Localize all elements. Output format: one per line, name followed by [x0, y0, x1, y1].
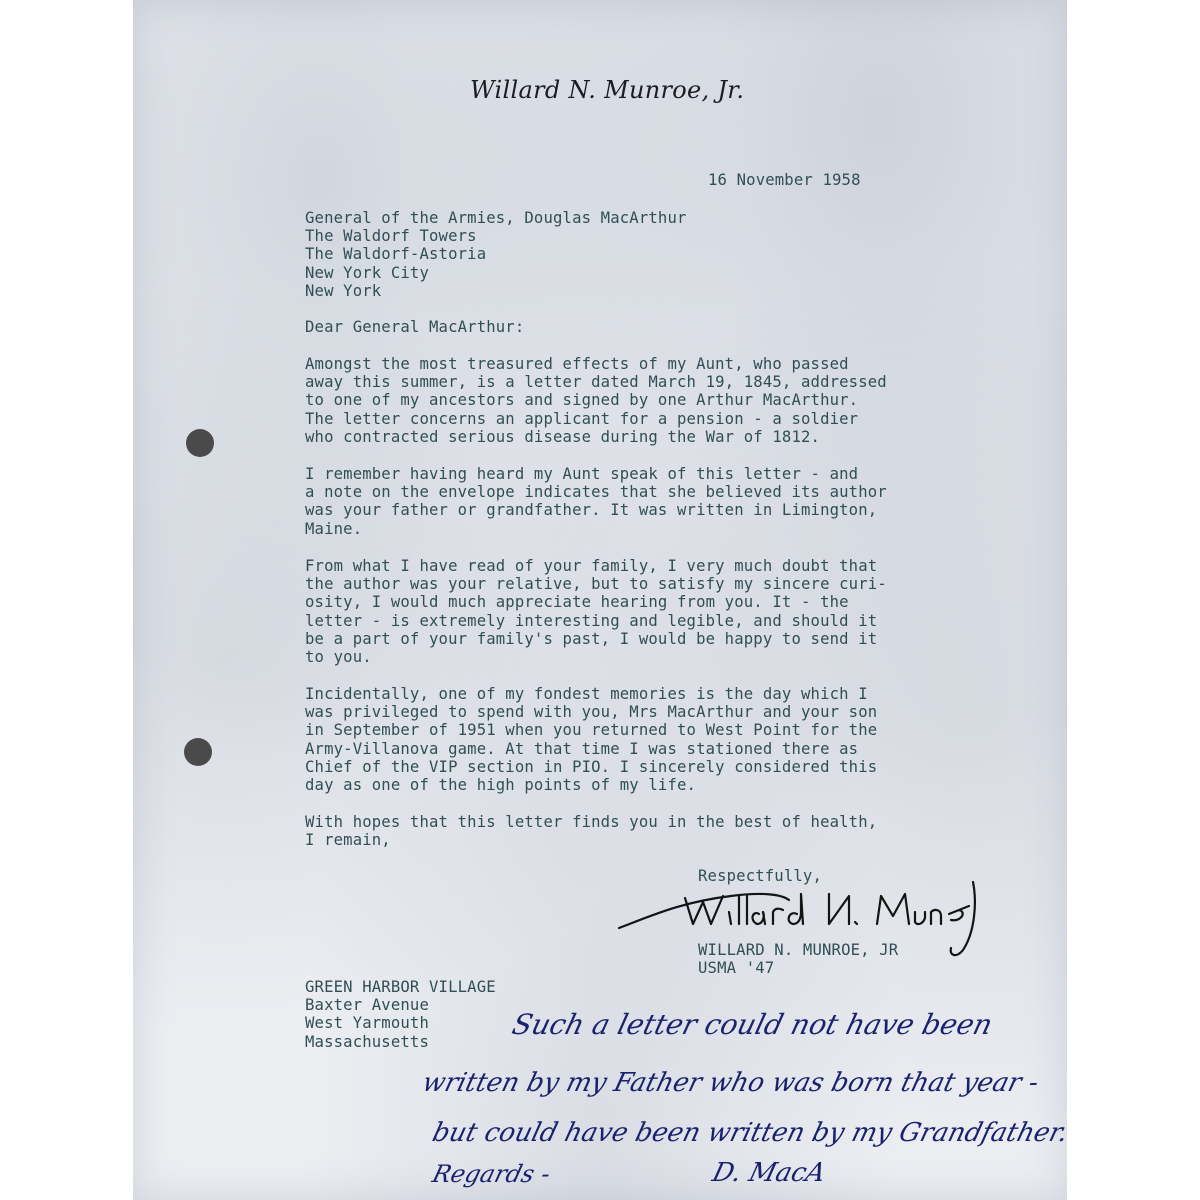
handwritten-line: but could have been written by my Grandfather.	[429, 1118, 1072, 1148]
body-line: I remember having heard my Aunt speak of this letter - and	[305, 465, 859, 483]
return-address-line: Baxter Avenue	[305, 996, 429, 1014]
recipient-line: New York City	[305, 264, 429, 282]
return-address-line: GREEN HARBOR VILLAGE	[305, 978, 496, 996]
body-line: From what I have read of your family, I very much doubt that	[305, 557, 878, 575]
body-line: was privileged to spend with you, Mrs MacArthur and your son	[305, 703, 878, 721]
body-line: away this summer, is a letter dated March 19, 1845, addressed	[305, 373, 887, 391]
signer-class: USMA '47	[698, 959, 775, 977]
body-line: to you.	[305, 648, 372, 666]
body-line: osity, I would much appreciate hearing from you. It - the	[305, 593, 849, 611]
signer-name: WILLARD N. MUNROE, JR	[698, 941, 899, 959]
return-address-line: West Yarmouth	[305, 1014, 429, 1032]
body-line: Amongst the most treasured effects of my Aunt, who passed	[305, 355, 849, 373]
body-line: letter - is extremely interesting and legible, and should it	[305, 612, 878, 630]
letterhead: Willard N. Munroe, Jr.	[470, 76, 745, 104]
recipient-line: The Waldorf Towers	[305, 227, 477, 245]
recipient-line: General of the Armies, Douglas MacArthur	[305, 209, 687, 227]
body-line: in September of 1951 when you returned to West Point for the	[305, 721, 878, 739]
letter-date: 16 November 1958	[708, 171, 861, 189]
body-line: With hopes that this letter finds you in the best of health,	[305, 813, 878, 831]
body-line: Army-Villanova game. At that time I was stationed there as	[305, 740, 859, 758]
return-address-line: Massachusetts	[305, 1033, 429, 1051]
handwritten-line: Such a letter could not have been	[508, 1008, 996, 1041]
body-line: The letter concerns an applicant for a pension - a soldier	[305, 410, 859, 428]
handwritten-line: written by my Father who was born that year -	[419, 1068, 1042, 1098]
body-line: be a part of your family's past, I would be happy to send it	[305, 630, 878, 648]
body-line: to one of my ancestors and signed by one Arthur MacArthur.	[305, 391, 859, 409]
closing: Respectfully,	[698, 867, 822, 885]
body-line: the author was your relative, but to satisfy my sincere curi-	[305, 575, 887, 593]
letter-page	[133, 0, 1072, 1200]
body-line: day as one of the high points of my life.	[305, 776, 697, 794]
handwritten-line: D. MacA	[709, 1158, 829, 1188]
body-line: Chief of the VIP section in PIO. I sincerely considered this	[305, 758, 878, 776]
punch-hole-top	[186, 429, 214, 457]
recipient-line: The Waldorf-Astoria	[305, 245, 487, 263]
body-line: a note on the envelope indicates that she believed its author	[305, 483, 887, 501]
handwritten-line: Regards -	[429, 1160, 554, 1188]
body-line: Maine.	[305, 520, 363, 538]
body-line: I remain,	[305, 831, 391, 849]
punch-hole-bottom	[184, 738, 212, 766]
body-line: Incidentally, one of my fondest memories is the day which I	[305, 685, 868, 703]
body-line: who contracted serious disease during the War of 1812.	[305, 428, 821, 446]
body-line: was your father or grandfather. It was written in Limington,	[305, 501, 878, 519]
salutation: Dear General MacArthur:	[305, 318, 525, 336]
recipient-line: New York	[305, 282, 382, 300]
